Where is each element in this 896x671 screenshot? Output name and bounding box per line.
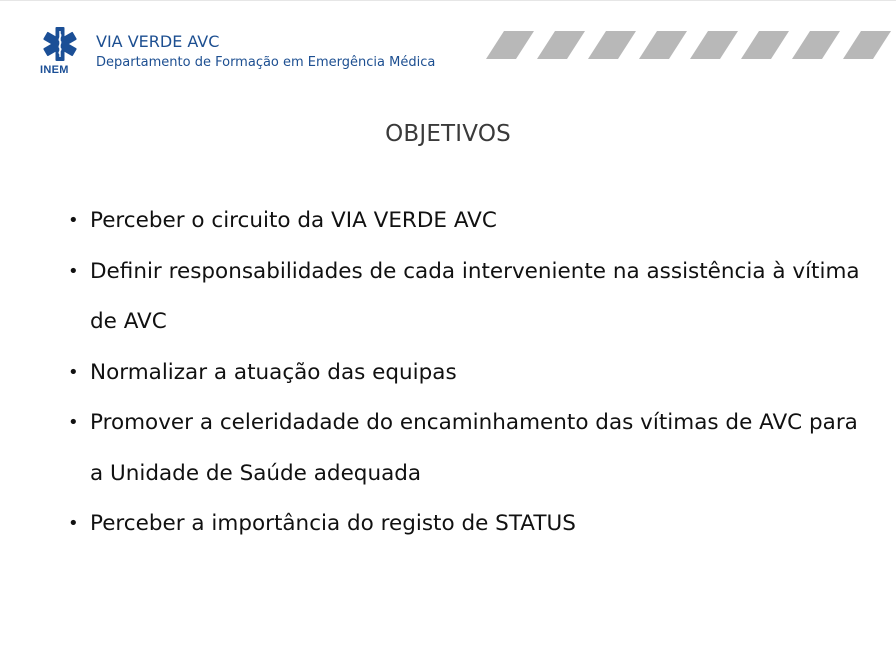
objective-text: Normalizar a atuação das equipas bbox=[90, 359, 457, 385]
stripe bbox=[486, 31, 534, 59]
stripe bbox=[792, 31, 840, 59]
stripe bbox=[690, 31, 738, 59]
stripe bbox=[537, 31, 585, 59]
slide-title: OBJETIVOS bbox=[385, 121, 511, 147]
stripe bbox=[639, 31, 687, 59]
list-item bbox=[62, 247, 862, 348]
bullet-icon: • bbox=[68, 513, 79, 534]
bullet-icon: • bbox=[68, 210, 79, 231]
bullet-icon: • bbox=[68, 412, 79, 433]
list-item bbox=[62, 196, 862, 247]
objective-text: Perceber a importância do registo de STATUS bbox=[90, 511, 576, 536]
list-item bbox=[62, 398, 862, 499]
stripe bbox=[588, 31, 636, 59]
logo-text: INEM bbox=[40, 64, 69, 76]
header-subtitle: Departamento de Formação em Emergência Médica bbox=[96, 55, 436, 70]
header-title: VIA VERDE AVC bbox=[96, 32, 220, 51]
bullet-icon: • bbox=[68, 361, 79, 383]
stripe bbox=[843, 31, 891, 59]
objective-text: Perceber o circuito da VIA VERDE AVC bbox=[90, 208, 497, 233]
objective-text: Promover a celeridadade do encaminhamento das vítimas de AVC para a Unidade de Saúde adequada bbox=[90, 410, 858, 486]
stripe bbox=[741, 31, 789, 59]
bullet-icon: • bbox=[68, 260, 79, 282]
diagonal-stripes-decoration bbox=[486, 31, 896, 59]
objectives-list bbox=[62, 196, 862, 550]
top-divider bbox=[0, 0, 896, 1]
list-item bbox=[62, 499, 862, 550]
objective-text: Definir responsabilidades de cada interveniente na assistência à vítima de AVC bbox=[90, 258, 860, 334]
list-item bbox=[62, 348, 862, 399]
